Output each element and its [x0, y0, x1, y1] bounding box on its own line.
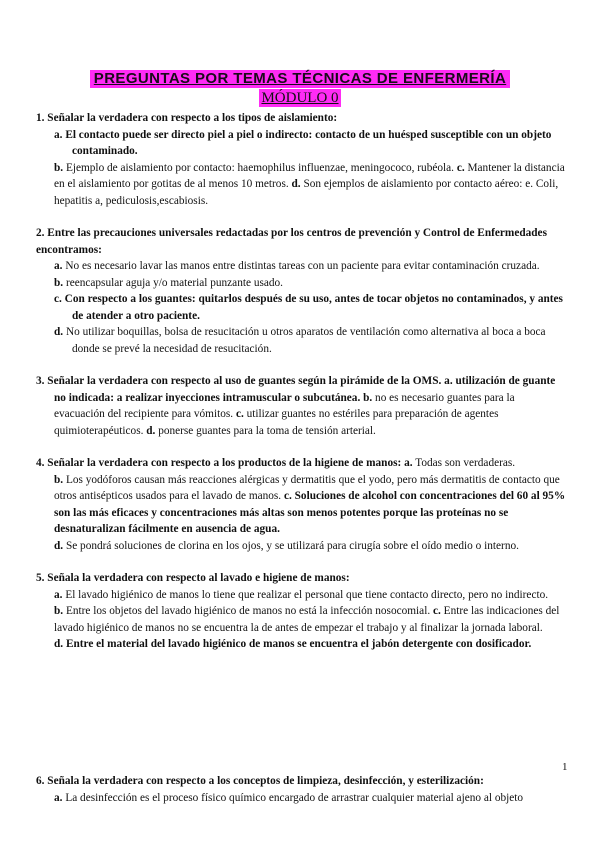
module-subtitle: MÓDULO 0 — [261, 90, 339, 106]
question-stem: 4. Señalar la verdadera con respecto a los productos de la higiene de manos: a. Todas son verdaderas. — [36, 457, 516, 469]
questions — [36, 110, 566, 653]
header — [0, 70, 600, 107]
option-b: b. reencapsular aguja y/o material punzante usado. — [54, 276, 283, 289]
option-a: a. El lavado higiénico de manos lo tiene que realizar el personal que tiene contacto directo, pero no indirecto. — [54, 588, 549, 601]
option-d: d. Entre el material del lavado higiénico de manos se encuentra el jabón detergente con dosificador. — [54, 638, 532, 650]
question-stem: 2. Entre las precauciones universales redactadas por los centros de prevención y Control de Enfermedades encontramos: — [36, 227, 547, 256]
question-1 — [36, 110, 566, 209]
option-d: d. Se pondrá soluciones de clorina en los ojos, y se utilizará para cirugía sobre el oído medio o interno. — [54, 539, 519, 552]
page-number: 1 — [562, 761, 568, 773]
options-bc: b. Los yodóforos causan más reacciones alérgicas y dermatitis que el yodo, pero más dermatitis de contacto que otros antisépticos usados para el lavado de manos. c. Soluciones de alcohol con concentraciones del 60 al 95% son las más eficaces y concentraciones más altas son menos potentes porque las proteínas no se desnaturalizan fácilmente en ausencia de agua. — [54, 473, 566, 535]
question-stem: 1. Señalar la verdadera con respecto a los tipos de aislamiento: — [36, 112, 338, 124]
question-stem: 6. Señala la verdadera con respecto a los conceptos de limpieza, desinfección, y esterilización: — [36, 775, 484, 787]
option-c: c. Con respecto a los guantes: quitarlos después de su uso, antes de tocar objetos no contaminados, y antes de atender a otro paciente. — [54, 293, 563, 322]
option-a: a. La desinfección es el proceso físico químico encargado de arrastrar cualquier material ajeno al objeto — [54, 791, 524, 804]
question-6 — [36, 773, 566, 806]
question-4 — [36, 455, 566, 554]
document-title: PREGUNTAS POR TEMAS TÉCNICAS DE ENFERMERÍA — [90, 70, 510, 88]
question-stem: 3. Señalar la verdadera con respecto al uso de guantes según la pirámide de la OMS. a. utilización de guante no indicada: a realizar inyecciones intramuscular o subcutánea. b. no es necesario guantes para la evacuación del recipiente para vómitos. c. utilizar guantes no estériles para preparación de agentes quimioterapéuticos. d. ponerse guantes para la toma de tensión arterial. — [36, 375, 556, 437]
option-a: a. No es necesario lavar las manos entre distintas tareas con un paciente para evitar contaminación cruzada. — [54, 260, 540, 272]
option-d: d. No utilizar boquillas, bolsa de resucitación u otros aparatos de ventilación como alternativa al boca a boca donde se prevé la necesidad de resucitación. — [54, 326, 546, 355]
question-stem: 5. Señala la verdadera con respecto al lavado e higiene de manos: — [36, 572, 350, 584]
question-3 — [36, 373, 566, 439]
question-5 — [36, 570, 566, 653]
options-bc: b. Entre los objetos del lavado higiénico de manos no está la infección nosocomial. c. Entre las indicaciones del lavado higiénico de manos no se encuentra la de antes de empezar el trabajo y al finalizar la jornada laboral. — [54, 605, 560, 634]
options-bcd: b. Ejemplo de aislamiento por contacto: haemophilus influenzae, meningococo, rubéola. c. Mantener la distancia en el aislamiento por gotitas de al menos 10 metros. d. Son ejemplos de aislamiento por contacto aéreo: e. Coli, hepatitis a, pediculosis,escabiosis. — [54, 161, 565, 207]
question-2 — [36, 225, 566, 357]
option-a: a. El contacto puede ser directo piel a piel o indirecto: contacto de un huésped susceptible con un objeto contaminado. — [54, 128, 552, 157]
